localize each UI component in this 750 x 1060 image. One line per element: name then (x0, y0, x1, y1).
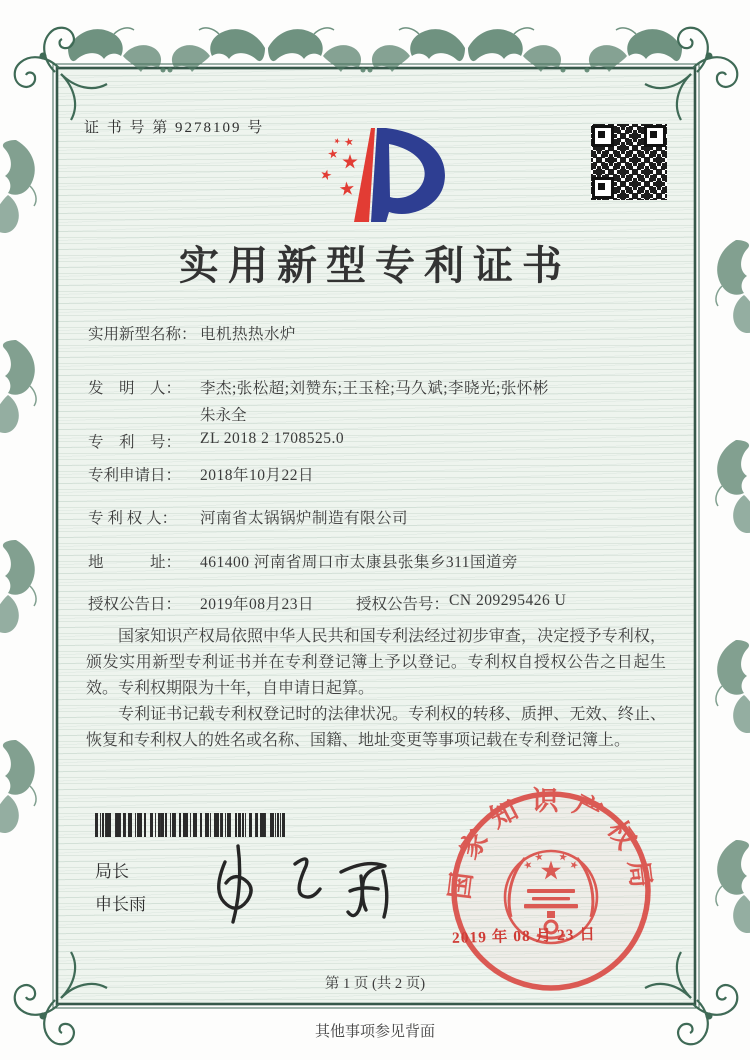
field-value: CN 209295426 U (449, 592, 567, 609)
field-inventors-line2: 朱永全 (200, 407, 247, 424)
field-label: 专 利 号： (88, 434, 182, 451)
page-number: 第 1 页 (共 2 页) (324, 976, 426, 992)
field-grant (88, 592, 566, 614)
official-seal (443, 783, 659, 999)
qr-finder-icon (644, 125, 666, 147)
certificate-number: 证 书 号 第 9278109 号 (84, 120, 265, 136)
signature-icon (195, 840, 405, 935)
qr-finder-icon (592, 125, 614, 147)
legal-paragraph-1: 国家知识产权局依照中华人民共和国专利法经过初步审查，决定授予专利权，颁发实用新型专利证书并在专利登记簿上予以登记。专利权自授权公告之日起生效。专利权期限为十年，自申请日起算。 (86, 628, 666, 698)
cnipa-logo-icon (280, 106, 500, 231)
field-value: 2018年10月22日 (200, 467, 315, 484)
field-value: 电机热热水炉 (200, 326, 297, 343)
field-label: 地 址： (88, 554, 182, 571)
field-label: 专利申请日： (88, 467, 182, 484)
field-label: 实用新型名称： (88, 326, 197, 343)
signer-name: 申长雨 (95, 895, 146, 914)
field-patentee (88, 506, 408, 528)
field-value: 2019年08月23日 (200, 596, 315, 613)
certificate-title: 实用新型专利证书 (179, 243, 571, 288)
qr-finder-icon (592, 177, 614, 199)
barcode (95, 813, 285, 837)
field-label: 专 利 权 人： (88, 510, 178, 527)
seal-ring-text: 国家知识产权局 (444, 785, 658, 902)
field-value: 河南省太锅锅炉制造有限公司 (200, 510, 409, 527)
field-label: 授权公告号： (356, 596, 450, 613)
field-utility-model-name (88, 322, 296, 344)
field-patent-number (88, 430, 344, 452)
field-value: 李杰;张松超;刘赞东;王玉栓;马久斌;李晓光;张怀彬 (200, 380, 549, 397)
field-grant-number (356, 592, 566, 614)
field-address (88, 550, 518, 572)
seal-date: 2019 年 08 月 23 日 (451, 926, 597, 947)
field-label: 授权公告日： (88, 596, 182, 613)
field-label: 发 明 人： (88, 380, 182, 397)
field-value: 461400 河南省周口市太康县张集乡311国道旁 (200, 554, 519, 571)
legal-paragraph-2: 专利证书记载专利权登记时的法律状况。专利权的转移、质押、无效、终止、恢复和专利权人的姓名或名称、国籍、地址变更等事项记载在专利登记簿上。 (86, 706, 666, 750)
field-inventors (88, 376, 549, 398)
qr-code (591, 124, 667, 200)
legal-text (86, 624, 666, 754)
field-filing-date (88, 463, 314, 485)
signer-title: 局长 (95, 862, 129, 881)
back-note: 其他事项参见背面 (314, 1024, 435, 1040)
field-value: ZL 2018 2 1708525.0 (200, 430, 345, 447)
